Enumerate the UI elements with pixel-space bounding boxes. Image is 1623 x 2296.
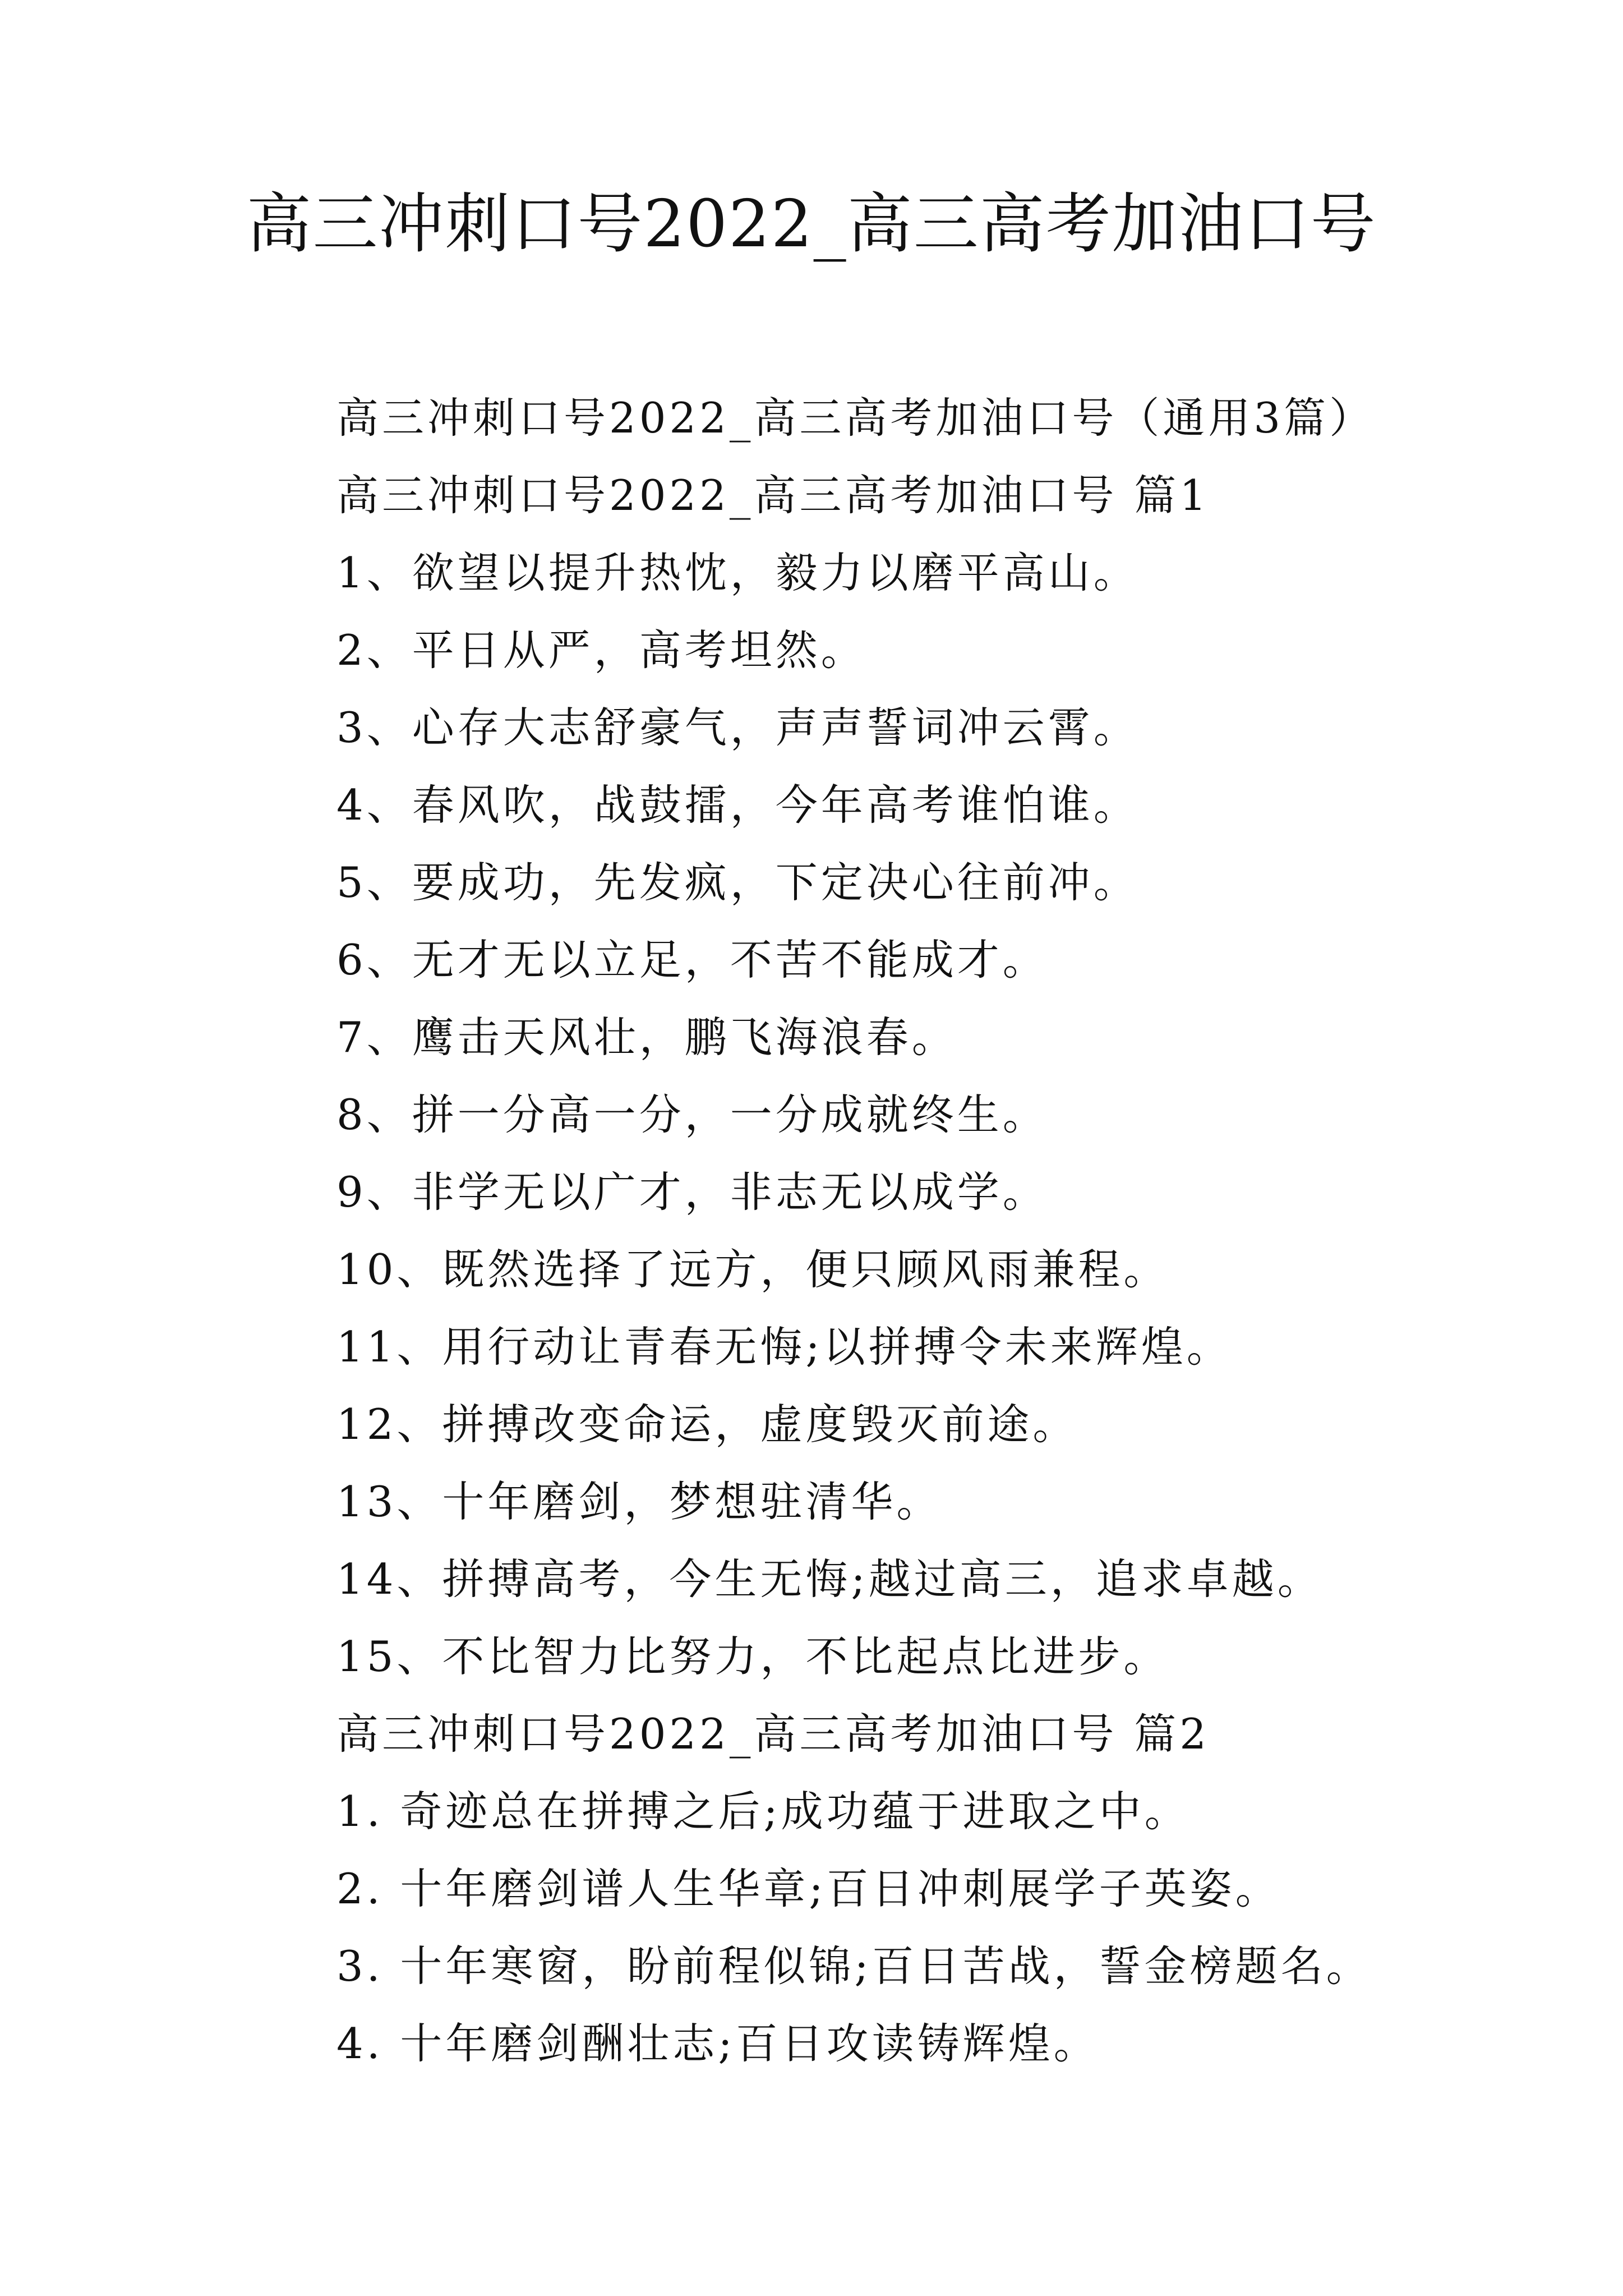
slogan-line: 10、既然选择了远方，便只顾风雨兼程。 <box>336 1245 1169 1294</box>
slogan-line: 6、无才无以立足，不苦不能成才。 <box>336 935 1048 984</box>
slogan-line: 7、鹰击天风壮，鹏飞海浪春。 <box>336 1013 957 1062</box>
slogan-line: 5、要成功，先发疯，下定决心往前冲。 <box>336 858 1139 907</box>
slogan-line: 15、不比智力比努力，不比起点比进步。 <box>336 1632 1169 1681</box>
slogan-line: 14、拼搏高考，今生无悔;越过高三，追求卓越。 <box>336 1554 1323 1604</box>
slogan-line: 1、欲望以提升热忱，毅力以磨平高山。 <box>336 548 1139 597</box>
section-heading-2: 高三冲刺口号2022_高三高考加油口号 篇2 <box>336 1709 1210 1759</box>
slogan-line: 11、用行动让青春无悔;以拼搏令未来辉煌。 <box>336 1322 1232 1372</box>
slogan-line: 3. 十年寒窗，盼前程似锦;百日苦战，誓金榜题名。 <box>336 1941 1372 1991</box>
section-heading-1: 高三冲刺口号2022_高三高考加油口号 篇1 <box>336 471 1210 520</box>
slogan-line: 2. 十年磨剑谱人生华章;百日冲刺展学子英姿。 <box>336 1864 1281 1913</box>
slogan-line: 4、春风吹，战鼓擂，今年高考谁怕谁。 <box>336 780 1139 830</box>
slogan-line: 4. 十年磨剑酬壮志;百日攻读铸辉煌。 <box>336 2019 1099 2068</box>
document-body <box>336 379 1570 2082</box>
slogan-line: 12、拼搏改变命运，虚度毁灭前途。 <box>336 1400 1078 1449</box>
slogan-line: 9、非学无以广才，非志无以成学。 <box>336 1167 1048 1217</box>
slogan-line: 13、十年磨剑，梦想驻清华。 <box>336 1477 942 1526</box>
slogan-line: 3、心存大志舒豪气，声声誓词冲云霄。 <box>336 703 1139 752</box>
document-title: 高三冲刺口号2022_高三高考加油口号 <box>246 186 1377 262</box>
doc-subtitle: 高三冲刺口号2022_高三高考加油口号（通用3篇） <box>336 393 1375 443</box>
slogan-line: 1. 奇迹总在拼搏之后;成功蕴于进取之中。 <box>336 1787 1190 1836</box>
slogan-line: 2、平日从严，高考坦然。 <box>336 625 866 675</box>
slogan-line: 8、拼一分高一分，一分成就终生。 <box>336 1090 1048 1139</box>
